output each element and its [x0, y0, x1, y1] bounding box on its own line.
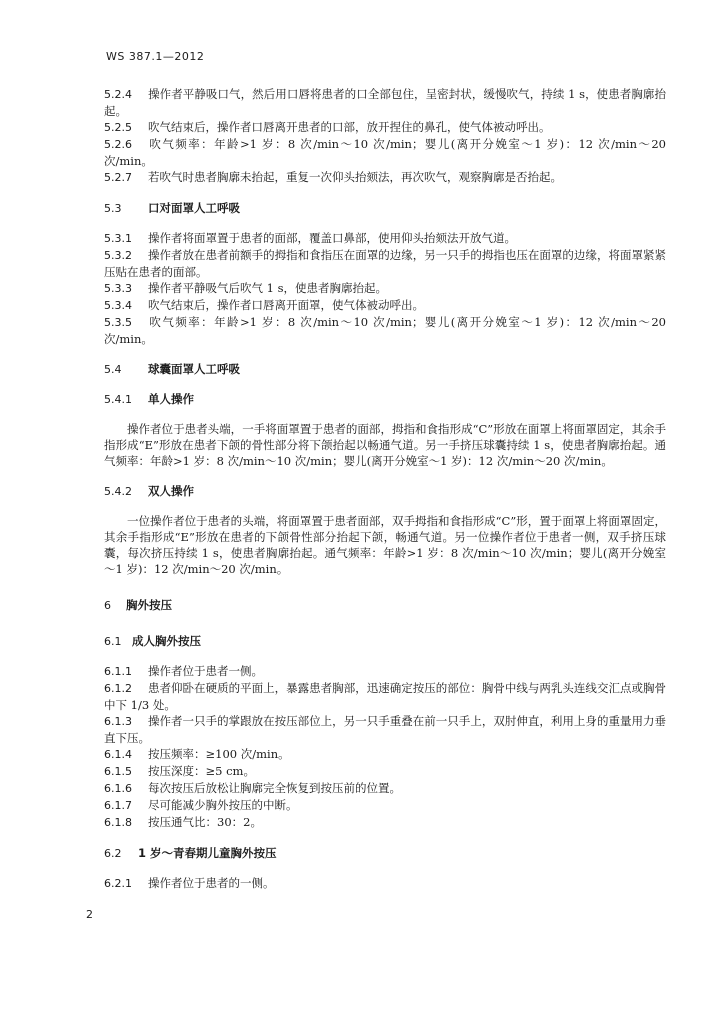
clause-number: 6.1.7 — [104, 799, 132, 812]
clause-5-2-5 — [104, 119, 666, 136]
clause-text: 每次按压后放松让胸廓完全恢复到按压前的位置。 — [148, 781, 401, 795]
paragraph-5-4-2: 一位操作者位于患者的头端，将面罩置于患者面部，双手拇指和食指形成“C”形，置于面罩上将面罩固定，其余手指形成“E”形放在患者的下颌骨性部分抬起下颌，畅通气道。另一位操作者位于患者一侧，双手挤压球囊，每次挤压持续 1 s，使患者胸廓抬起。通气频率：年龄>1 岁：8 次/min～10 次/min；婴儿(离开分娩室～1 岁)：12 次/min～20 次/min。 — [104, 514, 666, 576]
clause-5-3-4 — [104, 297, 666, 314]
clause-text: 吹气结束后，操作者口唇离开患者的口部，放开捏住的鼻孔，使气体被动呼出。 — [148, 120, 551, 134]
clause-text: 按压深度：≥5 cm。 — [148, 764, 255, 778]
section-title: 胸外按压 — [126, 598, 172, 612]
clause-text: 按压频率：≥100 次/min。 — [148, 747, 290, 761]
clause-number: 6.1.3 — [104, 715, 132, 728]
clause-text: 吹气频率：年龄>1 岁：8 次/min～10 次/min；婴儿(离开分娩室～1 岁)：12 次/min～20 次/min。 — [104, 315, 666, 346]
clause-5-2-4 — [104, 86, 666, 119]
clause-5-2-6 — [104, 136, 666, 169]
clause-text: 操作者将面罩置于患者的面部，覆盖口鼻部，使用仰头抬颏法开放气道。 — [148, 231, 516, 245]
section-title: 双人操作 — [148, 484, 194, 498]
section-number: 6.2 — [104, 847, 122, 860]
clause-number: 6.1.6 — [104, 782, 132, 795]
clause-6-2-1 — [104, 875, 666, 892]
section-number: 6 — [104, 599, 111, 612]
clause-5-3-2 — [104, 247, 666, 280]
clause-6-1-5 — [104, 763, 666, 780]
section-number: 5.4.2 — [104, 485, 132, 498]
section-title: 成人胸外按压 — [132, 634, 201, 648]
clause-number: 6.1.1 — [104, 665, 132, 678]
clause-6-1-3 — [104, 713, 666, 746]
clause-text: 吹气频率：年龄>1 岁：8 次/min～10 次/min；婴儿(离开分娩室～1 岁)：12 次/min～20 次/min。 — [104, 137, 666, 168]
clause-number: 5.3.5 — [104, 316, 132, 329]
clause-number: 6.1.4 — [104, 748, 132, 761]
clause-text: 若吹气时患者胸廓未抬起，重复一次仰头抬颏法，再次吹气，观察胸廓是否抬起。 — [148, 170, 562, 184]
clause-text: 尽可能减少胸外按压的中断。 — [148, 798, 298, 812]
clause-5-3-5 — [104, 314, 666, 347]
clause-6-1-7 — [104, 797, 666, 814]
clause-number: 5.3.1 — [104, 232, 132, 245]
section-title: 单人操作 — [148, 392, 194, 406]
clause-number: 5.2.6 — [104, 138, 132, 151]
clause-list-5-3 — [104, 230, 666, 347]
clause-6-1-4 — [104, 746, 666, 763]
clause-number: 5.2.5 — [104, 121, 132, 134]
section-title: 球囊面罩人工呼吸 — [148, 362, 240, 376]
clause-5-3-1 — [104, 230, 666, 247]
clause-6-1-8 — [104, 814, 666, 831]
section-number: 5.4 — [104, 363, 122, 376]
standard-header: WS 387.1—2012 — [106, 50, 205, 63]
clause-number: 5.3.3 — [104, 282, 132, 295]
clause-list-6-1 — [104, 663, 666, 831]
section-number: 5.3 — [104, 202, 122, 215]
clause-number: 5.2.7 — [104, 171, 132, 184]
section-5-4-heading — [104, 361, 666, 377]
section-number: 6.1 — [104, 635, 122, 648]
clause-text: 操作者一只手的掌跟放在按压部位上，另一只手重叠在前一只手上，双肘伸直，利用上身的重量用力垂直下压。 — [104, 714, 666, 745]
clause-number: 6.1.8 — [104, 816, 132, 829]
page-number: 2 — [86, 908, 93, 921]
page-content — [104, 86, 666, 892]
section-title: 1 岁～青春期儿童胸外按压 — [138, 846, 277, 860]
clause-number: 6.2.1 — [104, 877, 132, 890]
clause-text: 操作者位于患者的一侧。 — [148, 876, 275, 890]
section-6-heading — [104, 597, 666, 613]
section-5-4-2-heading — [104, 483, 666, 499]
section-number: 5.4.1 — [104, 393, 132, 406]
clause-text: 操作者平静吸气后吹气 1 s，使患者胸廓抬起。 — [148, 281, 388, 295]
clause-text: 操作者平静吸口气，然后用口唇将患者的口全部包住，呈密封状，缓慢吹气，持续 1 s，使患者胸廓抬起。 — [104, 87, 666, 118]
paragraph-5-4-1: 操作者位于患者头端，一手将面罩置于患者的面部，拇指和食指形成“C”形放在面罩上将面罩固定，其余手指形成“E”形放在患者下颌的骨性部分将下颌抬起以畅通气道。另一手挤压球囊持续 1 s，使患者胸廓抬起。通气频率：年龄>1 岁：8 次/min～10 次/min；婴儿(离开分娩室～1 岁)：12 次/min～20 次/min。 — [104, 422, 666, 468]
section-5-4-1-heading — [104, 391, 666, 407]
section-6-1-heading — [104, 633, 666, 649]
clause-number: 5.2.4 — [104, 88, 132, 101]
clause-6-1-6 — [104, 780, 666, 797]
clause-text: 操作者位于患者一侧。 — [148, 664, 263, 678]
clause-6-1-1 — [104, 663, 666, 680]
clause-text: 患者仰卧在硬质的平面上，暴露患者胸部，迅速确定按压的部位：胸骨中线与两乳头连线交汇点或胸骨中下 1/3 处。 — [104, 681, 666, 712]
clause-text: 按压通气比：30：2。 — [148, 815, 262, 829]
clause-number: 6.1.5 — [104, 765, 132, 778]
clause-6-1-2 — [104, 680, 666, 713]
clause-text: 吹气结束后，操作者口唇离开面罩，使气体被动呼出。 — [148, 298, 424, 312]
section-6-2-heading — [104, 845, 666, 861]
clause-number: 6.1.2 — [104, 682, 132, 695]
clause-5-2-7 — [104, 169, 666, 186]
clause-list-5-2 — [104, 86, 666, 186]
clause-5-3-3 — [104, 280, 666, 297]
clause-number: 5.3.4 — [104, 299, 132, 312]
section-title: 口对面罩人工呼吸 — [148, 201, 240, 215]
clause-text: 操作者放在患者前额手的拇指和食指压在面罩的边缘，另一只手的拇指也压在面罩的边缘，将面罩紧紧压贴在患者的面部。 — [104, 248, 666, 279]
section-5-3-heading — [104, 200, 666, 216]
clause-number: 5.3.2 — [104, 249, 132, 262]
